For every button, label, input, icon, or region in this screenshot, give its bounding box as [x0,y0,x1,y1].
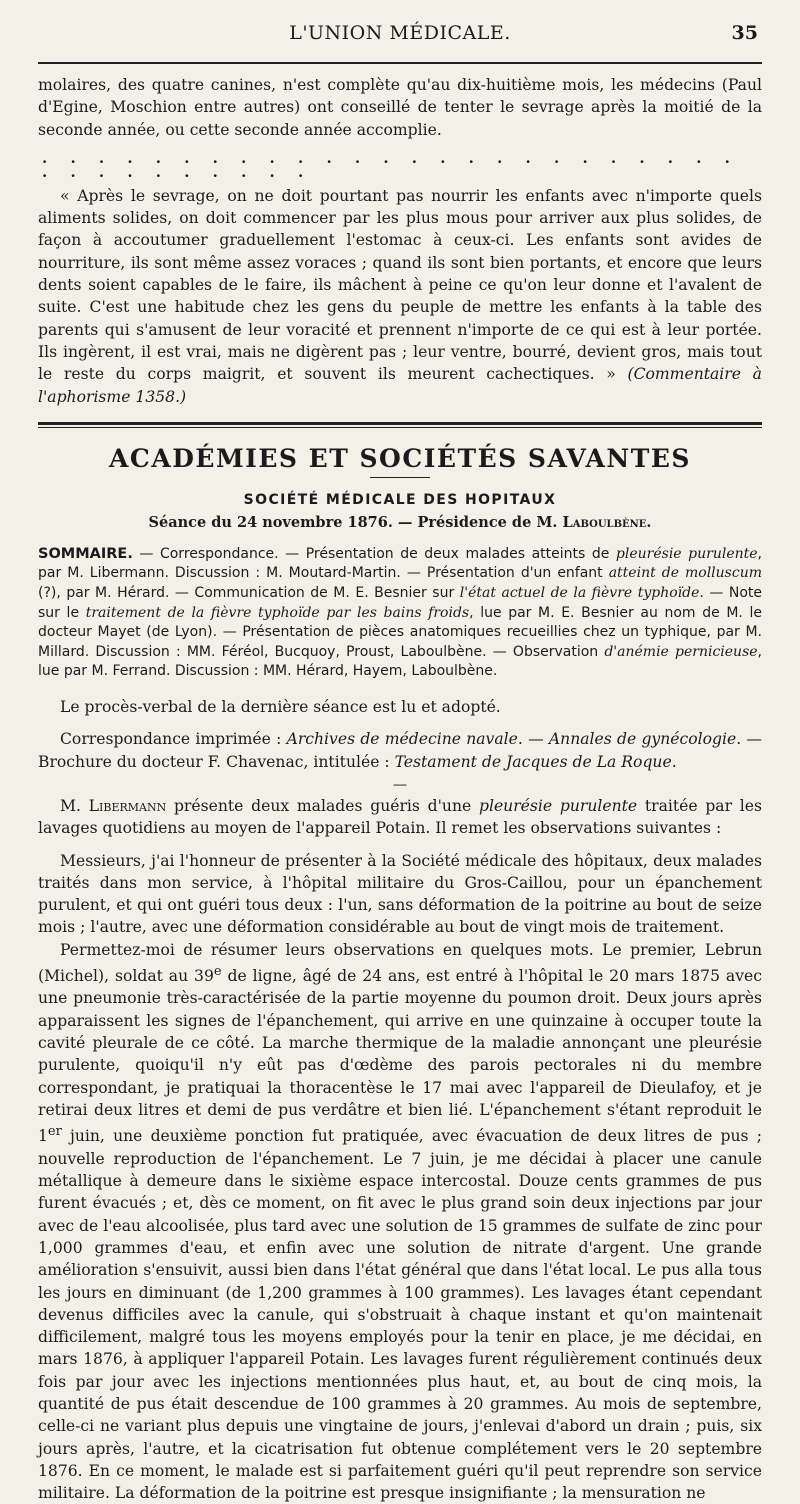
page-number: 35 [731,22,758,44]
session-president: Laboulbène. [562,513,652,531]
session-line [38,514,762,531]
quote-paragraph-1: molaires, des quatre canines, n'est complète qu'au dix-huitième mois, les médecins (Paul d'Egine, Moschion entre autres) ont conseillé de tenter le sevrage après la moitié de la seconde année, ou cette seconde année accomplie. [38,76,762,139]
corr-end: . [671,752,677,771]
corr-italic-3: Testament de Jacques de La Roque [394,752,672,771]
society-title: SOCIÉTÉ MÉDICALE DES HOPITAUX [243,491,557,508]
body-p2-c: juin, une deuxième ponction fut pratiquée, avec évacuation de deux litres de pus ; nouvelle reproduction de l'épanchement. Le 7 juin, je me décidai à placer une canule métallique à demeure dans le sixième espace intercostal. Douze cents grammes de pus furent évacués ; et, dès ce moment, on fit avec le plus grand soin deux injections par jour avec de l'eau alcoolisée, plus tard avec une solution de 15 grammes de sulfate de zinc pour 1,000 grammes d'eau, et enfin avec une solution de nitrate d'argent. Une grande amélioration s'ensuivit, aussi bien dans l'état général que dans l'état local. Le pus alla tous les jours en diminuant (de 1,200 grammes à 100 grammes). Les lavages étant cependant devenus difficiles avec la canule, qui s'obstruait à chaque instant et qu'on maintenait difficilement, malgré tous les moyens employés pour la tenir en place, je me décidai, en mars 1876, à appliquer l'appareil Potain. Les lavages furent régulièrement continués deux fois par jour avec les injections mentionnées plus haut, et, au bout de cinq mois, la quantité de pus était descendue de 100 grammes à 20 grammes. Au mois de septembre, celle-ci ne variant plus depuis une vingtaine de jours, j'enlevai d'abord un drain ; puis, six jours après, l'autre, et la cicatrisation fut obtenue complétement vers le 20 septembre 1876. En ce moment, le malade est si parfaitement guéri qu'il peut reprendre son service militaire. La déformation de la poitrine est presque insignifiante ; la mensuration ne [38,1127,762,1503]
corr-prefix: Correspondance imprimée : [60,730,287,749]
corr-mid: . — [517,730,549,749]
body-p2-a: Permettez-moi de résumer leurs observations en quelques mots. Le premier, Lebrun (Michel), soldat au 39 [38,940,762,986]
title-underline [370,477,430,478]
section-title: ACADÉMIES ET SOCIÉTÉS SAVANTES [109,443,691,473]
section-divider [38,422,762,428]
corr-italic-2: Annales de gynécologie [548,730,737,749]
quote-citation: (Commentaire à l'aphorisme 1358.) [38,365,762,406]
body-paragraph-1: Messieurs, j'ai l'honneur de présenter à la Société médicale des hôpitaux, deux malades traités dans mon service, à l'hôpital militaire du Gros-Caillou, pour un épanchement purulent, et qui ont guéri tous deux : l'un, sans déformation de la poitrine au bout de seize mois ; l'autre, avec une déformation considérable au bout de vingt mois de traitement. [38,851,762,937]
ellipsis-dots: . . . . . . . . . . . . . . . . . . . . . . . . . . . . . . . . . . . [42,148,739,181]
body-p2-sup-1: e [213,963,222,979]
summary-italic-5: d'anémie pernicieuse [604,643,758,660]
summary-italic-1: pleurésie purulente [615,545,758,562]
quote-paragraph-2 [38,185,762,408]
summary-text-4: . — Note sur le [38,585,762,621]
summary-italic-2: atteint de molluscum [608,565,762,582]
mini-dash: — [393,776,407,793]
running-header [38,14,762,48]
correspondence [38,728,762,773]
summary-text-2: , par M. Libermann. Discussion : M. Moutard-Martin. — Présentation d'un enfant [38,545,762,582]
summary-paragraph [38,545,762,682]
libermann-text-b: traitée par les lavages quotidiens au moyen de l'appareil Potain. Il remet les observations suivantes : [38,796,763,838]
libermann-name: M. Libermann [60,796,167,815]
body-p2-b: de ligne, âgé de 24 ans, est entré à l'hôpital le 20 mars 1875 avec une pneumonie très-caractérisée de la partie moyenne du poumon droit. Deux jours après apparaissent les signes de l'épanchement, qui arrive en une quinzaine à occuper toute la cavité pleurale de ce côté. La marche thermique de la maladie annonçant une pleurésie purulente, quoiqu'il n'y eût pas d'œdème des parois pectorales ni du membre correspondant, je pratiquai la thoracentèse le 17 mai avec l'appareil de Dieulafoy, et je retirai deux litres et demi de pus verdâtre et bien lié. L'épanchement s'étant reproduit le 1 [38,967,762,1146]
libermann-italic: pleurésie purulente [478,796,638,815]
corr-italic-1: Archives de médecine navale [286,730,518,749]
body-p2-sup-2: er [47,1124,62,1140]
libermann-intro [38,795,762,840]
summary-italic-3: l'état actuel de la fièvre typhoïde [459,585,700,602]
quote-text: « Après le sevrage, on ne doit pourtant pas nourrir les enfants avec n'importe quels aliments solides, on doit commencer par les plus mous pour arriver aux plus solides, de façon à accoutumer graduellement l'estomac à ceux-ci. Les enfants sont avides de nourriture, ils sont même assez voraces ; quand ils sont bien portants, et encore que leurs dents soient capables de le faire, ils mâchent à peine ce qu'on leur donne et l'avalent de suite. C'est une habitude chez les gens du peuple de mettre les enfants à la table des parents qui s'amusent de leur voracité et prennent n'importe de ce qui est à leur portée. Ils ingèrent, il est vrai, mais ne digèrent pas ; leur ventre, bourré, devient gros, mais tout le reste du corps maigrit, et souvent ils meurent cachectiques. » [38,186,762,384]
header-rule [38,62,762,64]
summary-text-6: , lue par M. Ferrand. Discussion : MM. Hérard, Hayem, Laboulbène. [38,643,762,680]
summary-text-5: , lue par M. E. Besnier au nom de M. le docteur Mayet (de Lyon). — Présentation de pièces anatomiques recueillies chez un typhique, par M. Millard. Discussion : MM. Féréol, Bucquoy, Proust, Laboulbène. — Observation [38,604,762,660]
summary-text-3: (?), par M. Hérard. — Communication de M. E. Besnier sur [38,585,460,602]
summary-italic-4: traitement de la fièvre typhoïde par les bains froids [85,604,470,621]
body-paragraph-2 [38,939,762,1504]
corr-mid-2: . — Brochure du docteur F. Chavenac, intitulée : [38,730,763,771]
summary-label: SOMMAIRE. [38,545,133,562]
libermann-text-a: présente deux malades guéris d'une [166,796,479,815]
running-title: L'UNION MÉDICALE. [289,22,511,44]
proces-verbal: Le procès-verbal de la dernière séance est lu et adopté. [60,698,501,717]
summary-text-1: — Correspondance. — Présentation de deux malades atteints de [132,545,616,562]
session-prefix: Séance du 24 novembre 1876. — Présidence de M. [148,513,558,531]
